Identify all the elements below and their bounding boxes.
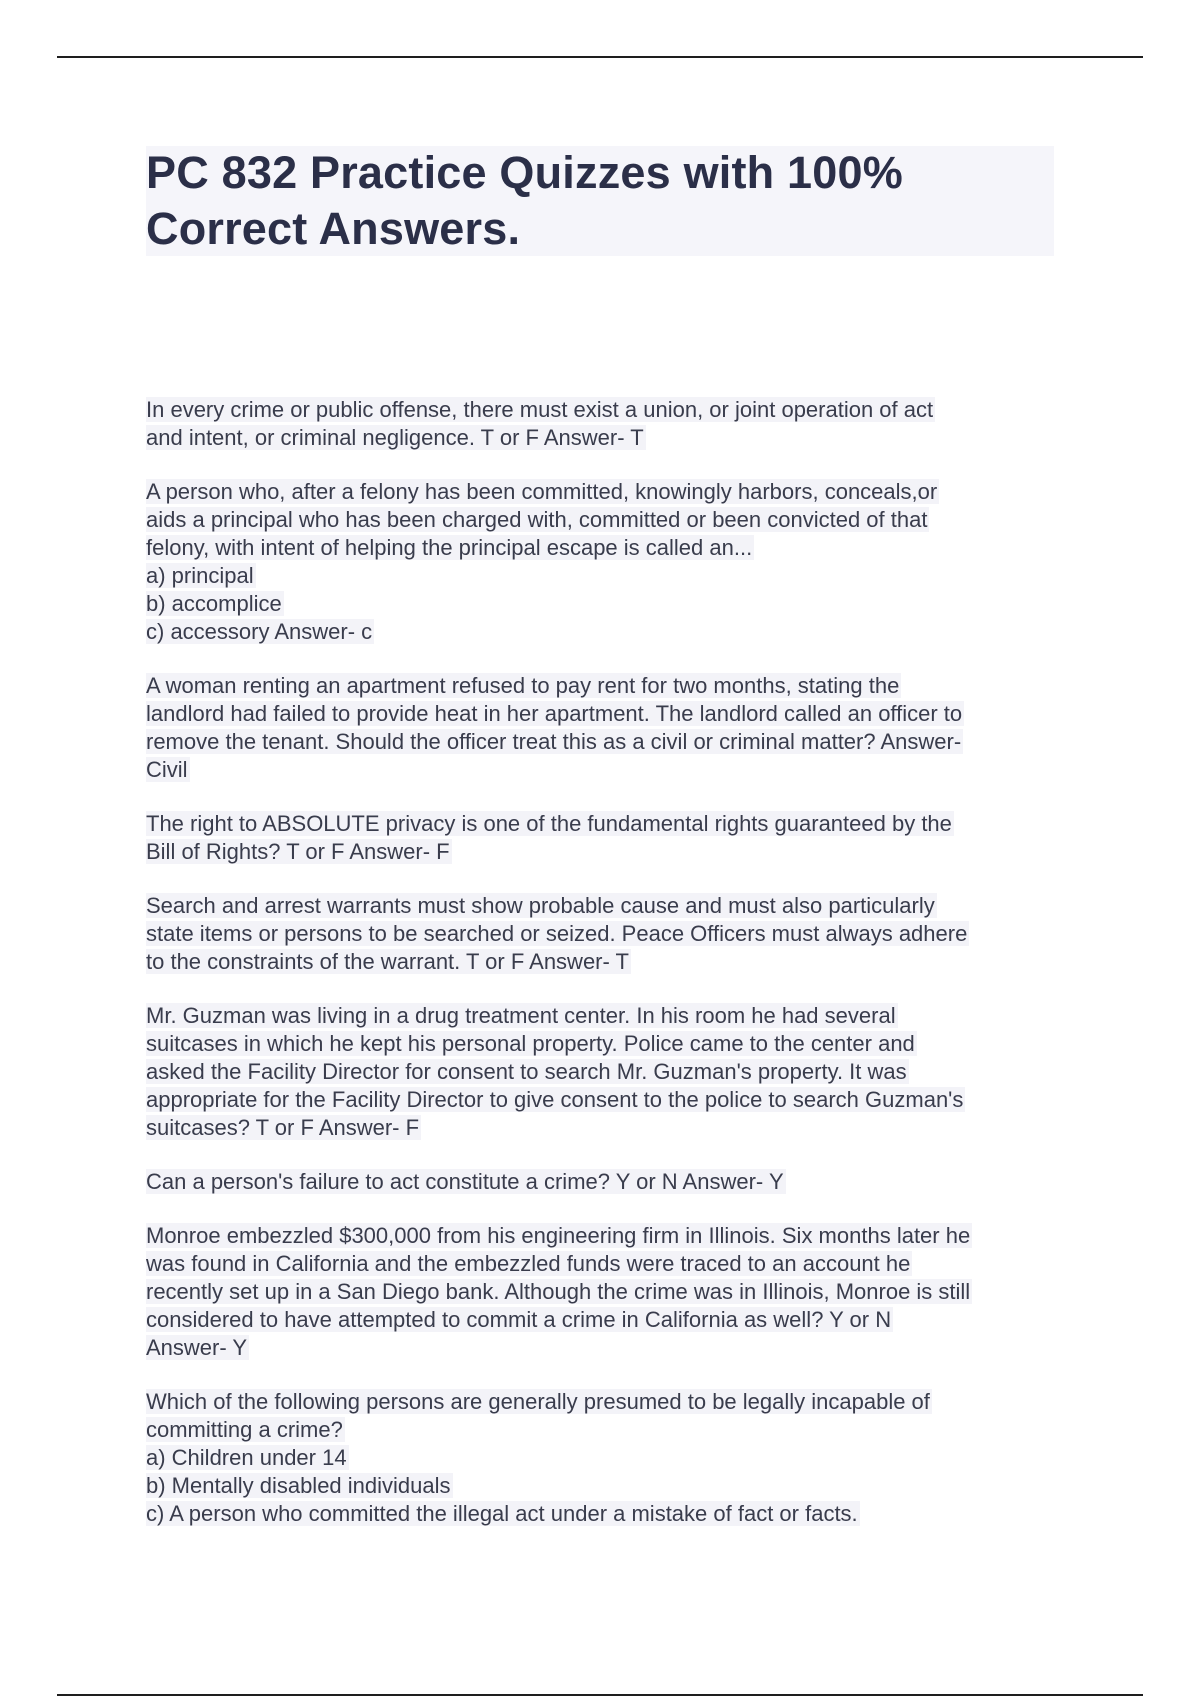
question-line: remove the tenant. Should the officer treat this as a civil or criminal matter? Answer-	[146, 729, 962, 754]
question-item	[146, 396, 1066, 452]
question-line: state items or persons to be searched or seized. Peace Officers must always adhere	[146, 921, 968, 946]
document-title	[146, 145, 1054, 257]
question-line: Civil	[146, 757, 188, 782]
question-line: considered to have attempted to commit a crime in California as well? Y or N	[146, 1307, 892, 1332]
question-item	[146, 1168, 1066, 1196]
question-item	[146, 1222, 1066, 1362]
question-line: felony, with intent of helping the principal escape is called an...	[146, 535, 753, 560]
question-line: landlord had failed to provide heat in her apartment. The landlord called an officer to	[146, 701, 963, 726]
answer-option: c) A person who committed the illegal act under a mistake of fact or facts.	[146, 1501, 858, 1526]
question-line: Can a person's failure to act constitute a crime? Y or N Answer- Y	[146, 1169, 784, 1194]
question-line: committing a crime?	[146, 1417, 343, 1442]
question-item	[146, 1388, 1066, 1528]
question-line: The right to ABSOLUTE privacy is one of the fundamental rights guaranteed by the	[146, 811, 952, 836]
question-line: to the constraints of the warrant. T or F Answer- T	[146, 949, 629, 974]
answer-option: a) principal	[146, 563, 254, 588]
question-line: was found in California and the embezzled funds were traced to an account he	[146, 1251, 911, 1276]
question-line: aids a principal who has been charged with, committed or been convicted of that	[146, 507, 928, 532]
question-line: Bill of Rights? T or F Answer- F	[146, 839, 450, 864]
answer-option: b) accomplice	[146, 591, 282, 616]
question-item	[146, 892, 1066, 976]
question-item	[146, 1002, 1066, 1142]
question-line: Search and arrest warrants must show probable cause and must also particularly	[146, 893, 935, 918]
bottom-rule	[57, 1694, 1143, 1696]
top-rule	[57, 56, 1143, 58]
question-line: suitcases in which he kept his personal property. Police came to the center and	[146, 1031, 915, 1056]
question-line: and intent, or criminal negligence. T or F Answer- T	[146, 425, 644, 450]
question-line: Which of the following persons are generally presumed to be legally incapable of	[146, 1389, 930, 1414]
question-line: suitcases? T or F Answer- F	[146, 1115, 420, 1140]
question-line: asked the Facility Director for consent to search Mr. Guzman's property. It was	[146, 1059, 907, 1084]
question-item	[146, 672, 1066, 784]
question-line: Mr. Guzman was living in a drug treatment center. In his room he had several	[146, 1003, 896, 1028]
question-list	[146, 396, 1066, 1554]
question-line: Monroe embezzled $300,000 from his engineering firm in Illinois. Six months later he	[146, 1223, 971, 1248]
title-line-2: Correct Answers.	[146, 203, 521, 254]
question-item	[146, 810, 1066, 866]
answer-option: c) accessory Answer- c	[146, 619, 373, 644]
question-line: Answer- Y	[146, 1335, 248, 1360]
question-line: A woman renting an apartment refused to pay rent for two months, stating the	[146, 673, 900, 698]
question-line: appropriate for the Facility Director to give consent to the police to search Guzman's	[146, 1087, 964, 1112]
answer-option: a) Children under 14	[146, 1445, 347, 1470]
question-line: A person who, after a felony has been committed, knowingly harbors, conceals,or	[146, 479, 938, 504]
question-item	[146, 478, 1066, 646]
title-line-1: PC 832 Practice Quizzes with 100%	[146, 147, 903, 198]
answer-option: b) Mentally disabled individuals	[146, 1473, 451, 1498]
question-line: In every crime or public offense, there must exist a union, or joint operation of act	[146, 397, 934, 422]
question-line: recently set up in a San Diego bank. Although the crime was in Illinois, Monroe is still	[146, 1279, 971, 1304]
